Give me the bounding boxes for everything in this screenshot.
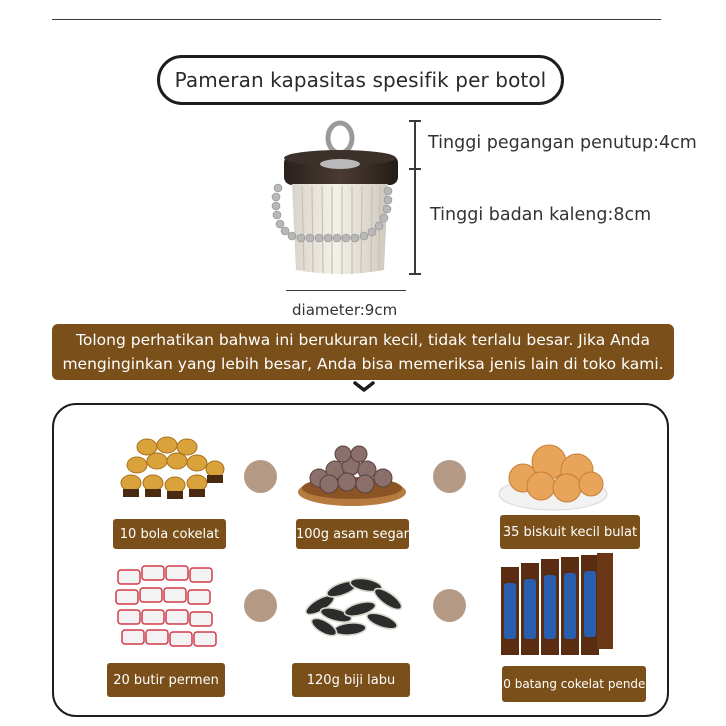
capacity-label: 100g asam segar	[296, 519, 409, 549]
dimension-tick-bottom	[409, 273, 421, 275]
top-divider	[52, 19, 661, 20]
plums-bowl-image	[295, 440, 409, 512]
jar-product-image	[268, 118, 408, 286]
chevron-down-icon	[351, 380, 377, 394]
diameter-label: diameter:9cm	[292, 301, 398, 319]
body-height-label: Tinggi badan kaleng:8cm	[430, 205, 652, 225]
separator-dot	[433, 589, 466, 622]
separator-dot	[433, 460, 466, 493]
dimension-tick-top	[409, 120, 421, 122]
chocolate-bars-image	[497, 553, 615, 659]
height-dimension-line	[414, 120, 416, 275]
page-title: Pameran kapasitas spesifik per botol	[157, 55, 564, 105]
notice-line-2: menginginkan yang lebih besar, Anda bisa memeriksa jenis lain di toko kami.	[62, 355, 664, 373]
candies-image	[112, 560, 224, 652]
lid-handle-height-label: Tinggi pegangan penutup:4cm	[428, 133, 697, 153]
pumpkin-seeds-image	[300, 565, 410, 647]
chocolate-balls-image	[115, 433, 227, 505]
capacity-label: 35 biskuit kecil bulat	[500, 515, 640, 549]
capacity-label: 10 bola cokelat	[113, 519, 226, 549]
size-notice-banner	[52, 324, 674, 380]
diameter-dimension-line	[286, 290, 406, 291]
notice-line-1: Tolong perhatikan bahwa ini berukuran kecil, tidak terlalu besar. Jika Anda	[76, 331, 650, 349]
capacity-label: 10 batang cokelat pendek	[502, 666, 646, 702]
capacity-label: 20 butir permen	[107, 663, 225, 697]
separator-dot	[244, 460, 277, 493]
capacity-label: 120g biji labu	[292, 663, 410, 697]
round-biscuits-image	[497, 440, 609, 512]
separator-dot	[244, 589, 277, 622]
dimension-tick-middle	[409, 168, 421, 170]
